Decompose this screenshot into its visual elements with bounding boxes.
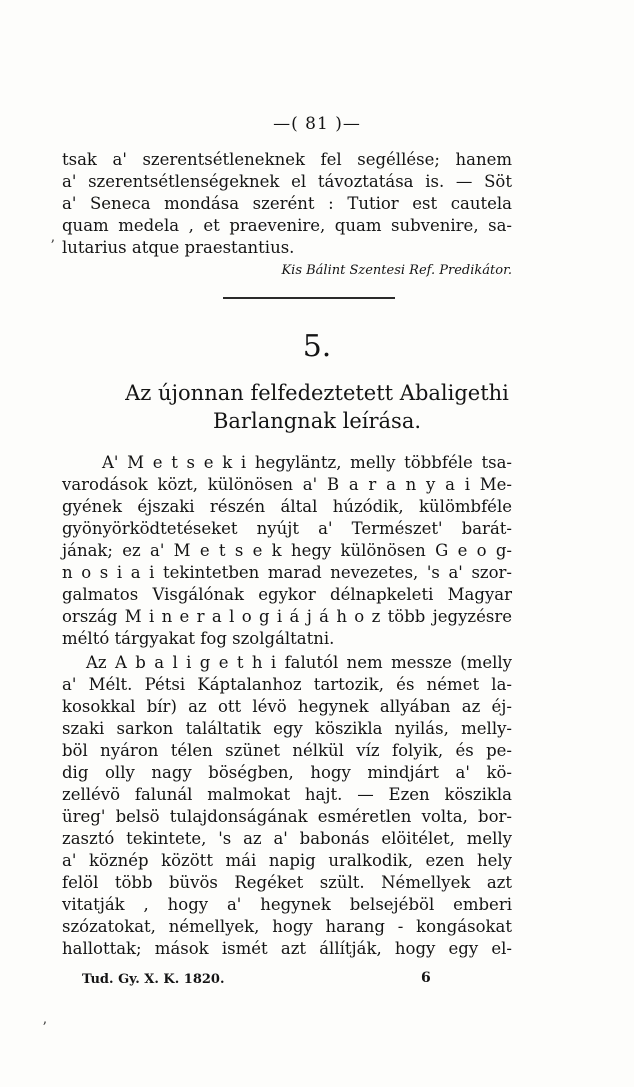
text-line: Az A b a l i g e t h i falutól nem messze (melly xyxy=(86,653,512,672)
section-divider xyxy=(223,297,395,299)
section-title-line2: Barlangnak leírása. xyxy=(212,409,422,433)
text-line: vitatják , hogy a' hegynek belsejéböl emberi xyxy=(62,895,512,914)
text-line: a' Seneca mondása szerént : Tutior est cautela xyxy=(62,194,512,213)
text-line: dig olly nagy böségben, hogy mindjárt a' kö- xyxy=(62,763,512,782)
text-line: méltó tárgyakat fog szolgáltatni. xyxy=(62,629,335,648)
text-line: A' M e t s e k i hegyläntz, melly többféle tsa- xyxy=(102,453,512,472)
text-line: galmatos Visgálónak egykor délnapkeleti Magyar xyxy=(62,585,512,604)
text-line: felöl több büvös Regéket szült. Némellyek azt xyxy=(62,873,512,892)
printer-signature-mark: Tud. Gy. X. K. 1820. xyxy=(82,972,225,987)
text-line: varodások közt, különösen a' B a r a n y a i Me- xyxy=(62,475,512,494)
text-line: üreg' belsö tulajdonságának esméretlen volta, bor- xyxy=(62,807,512,826)
text-line: jának; ez a' M e t s e k hegy különösen G e o g- xyxy=(62,541,512,560)
section-number: 5. xyxy=(302,329,332,364)
text-line: a' Mélt. Pétsi Káptalanhoz tartozik, és német la- xyxy=(62,675,512,694)
text-line: lutarius atque praestantius. xyxy=(62,238,295,257)
text-line: ország M i n e r a l o g i á j á h o z több jegyzésre xyxy=(62,607,512,626)
sheet-number: 6 xyxy=(421,970,431,986)
text-line: zellévö falunál malmokat hajt. — Ezen köszikla xyxy=(62,785,512,804)
author-signature: Kis Bálint Szentesi Ref. Predikátor. xyxy=(281,263,512,278)
text-line: quam medela , et praevenire, quam subvenire, sa- xyxy=(62,216,512,235)
text-line: gyönyörködtetéseket nyújt a' Természet' barát- xyxy=(62,519,512,538)
section-title-line1: Az újonnan felfedeztetett Abaligethi xyxy=(125,381,509,405)
text-line: szaki sarkon találtatik egy köszikla nyilás, melly- xyxy=(62,719,512,738)
text-line: tsak a' szerentsétleneknek fel segéllése; hanem xyxy=(62,150,512,169)
text-line: a' köznép között mái napig uralkodik, ezen hely xyxy=(62,851,512,870)
text-line: gyének éjszaki részén által húzódik, külömbféle xyxy=(62,497,512,516)
text-line: zasztó tekintete, 's az a' babonás elöitélet, melly xyxy=(62,829,512,848)
text-line: kosokkal bír) az ott lévö hegynek allyában az éj- xyxy=(62,697,512,716)
text-line: szózatokat, némellyek, hogy harang - kongásokat xyxy=(62,917,512,936)
text-line: böl nyáron télen szünet nélkül víz folyik, és pe- xyxy=(62,741,512,760)
margin-mark: ʼ xyxy=(50,238,55,254)
page-number: —( 81 )— xyxy=(273,114,361,134)
text-line: hallottak; mások ismét azt állítják, hogy egy el- xyxy=(62,939,512,958)
text-line: n o s i a i tekintetben marad nevezetes, 's a' szor- xyxy=(62,563,512,582)
margin-mark: ʼ xyxy=(42,1020,47,1036)
text-line: a' szerentsétlenségeknek el távoztatása is. — Söt xyxy=(62,172,512,191)
